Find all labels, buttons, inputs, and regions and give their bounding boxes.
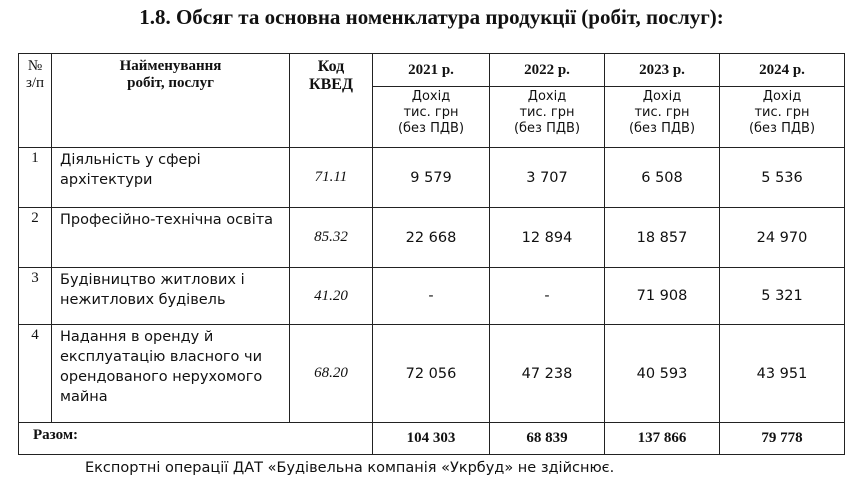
total-value-2023: 137 866	[605, 423, 720, 455]
row-kved: 85.32	[290, 208, 373, 268]
total-row	[19, 423, 845, 455]
row-num: 2	[19, 208, 52, 268]
row-kved: 71.11	[290, 148, 373, 208]
header-income-2023: Дохід тис. грн (без ПДВ)	[605, 87, 720, 148]
header-year-2021: 2021 р.	[373, 54, 490, 87]
row-value-2024: 24 970	[720, 208, 845, 268]
row-value-2023: 71 908	[605, 268, 720, 325]
production-table	[18, 53, 845, 455]
row-kved: 68.20	[290, 325, 373, 423]
header-name: Найменування робіт, послуг	[52, 54, 290, 148]
row-num: 4	[19, 325, 52, 423]
row-value-2024: 5 536	[720, 148, 845, 208]
table-row	[19, 325, 845, 423]
header-year-2022: 2022 р.	[490, 54, 605, 87]
row-value-2024: 43 951	[720, 325, 845, 423]
row-name: Професійно-технічна освіта	[52, 208, 290, 268]
header-kved: Код КВЕД	[290, 54, 373, 148]
row-value-2024: 5 321	[720, 268, 845, 325]
row-value-2021: 72 056	[373, 325, 490, 423]
row-name: Діяльність у сфері архітектури	[52, 148, 290, 208]
total-value-2024: 79 778	[720, 423, 845, 455]
header-income-2024: Дохід тис. грн (без ПДВ)	[720, 87, 845, 148]
row-value-2021: -	[373, 268, 490, 325]
header-income-2021: Дохід тис. грн (без ПДВ)	[373, 87, 490, 148]
total-label: Разом:	[19, 423, 373, 455]
row-name: Будівництво житлових і нежитлових будівель	[52, 268, 290, 325]
row-value-2022: 47 238	[490, 325, 605, 423]
row-name: Надання в оренду й експлуатацію власного чи орендованого нерухомого майна	[52, 325, 290, 423]
section-title: 1.8. Обсяг та основна номенклатура продукції (робіт, послуг):	[139, 5, 724, 29]
export-note: Експортні операції ДАТ «Будівельна компанія «Укрбуд» не здійснює.	[85, 460, 615, 476]
table-row	[19, 208, 845, 268]
row-value-2021: 9 579	[373, 148, 490, 208]
row-num: 3	[19, 268, 52, 325]
table-row	[19, 268, 845, 325]
row-value-2023: 18 857	[605, 208, 720, 268]
total-value-2021: 104 303	[373, 423, 490, 455]
row-value-2022: 12 894	[490, 208, 605, 268]
header-num: № з/п	[19, 54, 52, 148]
table-header-row	[19, 54, 845, 87]
header-income-2022: Дохід тис. грн (без ПДВ)	[490, 87, 605, 148]
row-kved: 41.20	[290, 268, 373, 325]
row-value-2022: 3 707	[490, 148, 605, 208]
header-year-2024: 2024 р.	[720, 54, 845, 87]
total-value-2022: 68 839	[490, 423, 605, 455]
row-value-2023: 6 508	[605, 148, 720, 208]
table-row	[19, 148, 845, 208]
row-value-2022: -	[490, 268, 605, 325]
header-year-2023: 2023 р.	[605, 54, 720, 87]
row-value-2023: 40 593	[605, 325, 720, 423]
row-value-2021: 22 668	[373, 208, 490, 268]
row-num: 1	[19, 148, 52, 208]
